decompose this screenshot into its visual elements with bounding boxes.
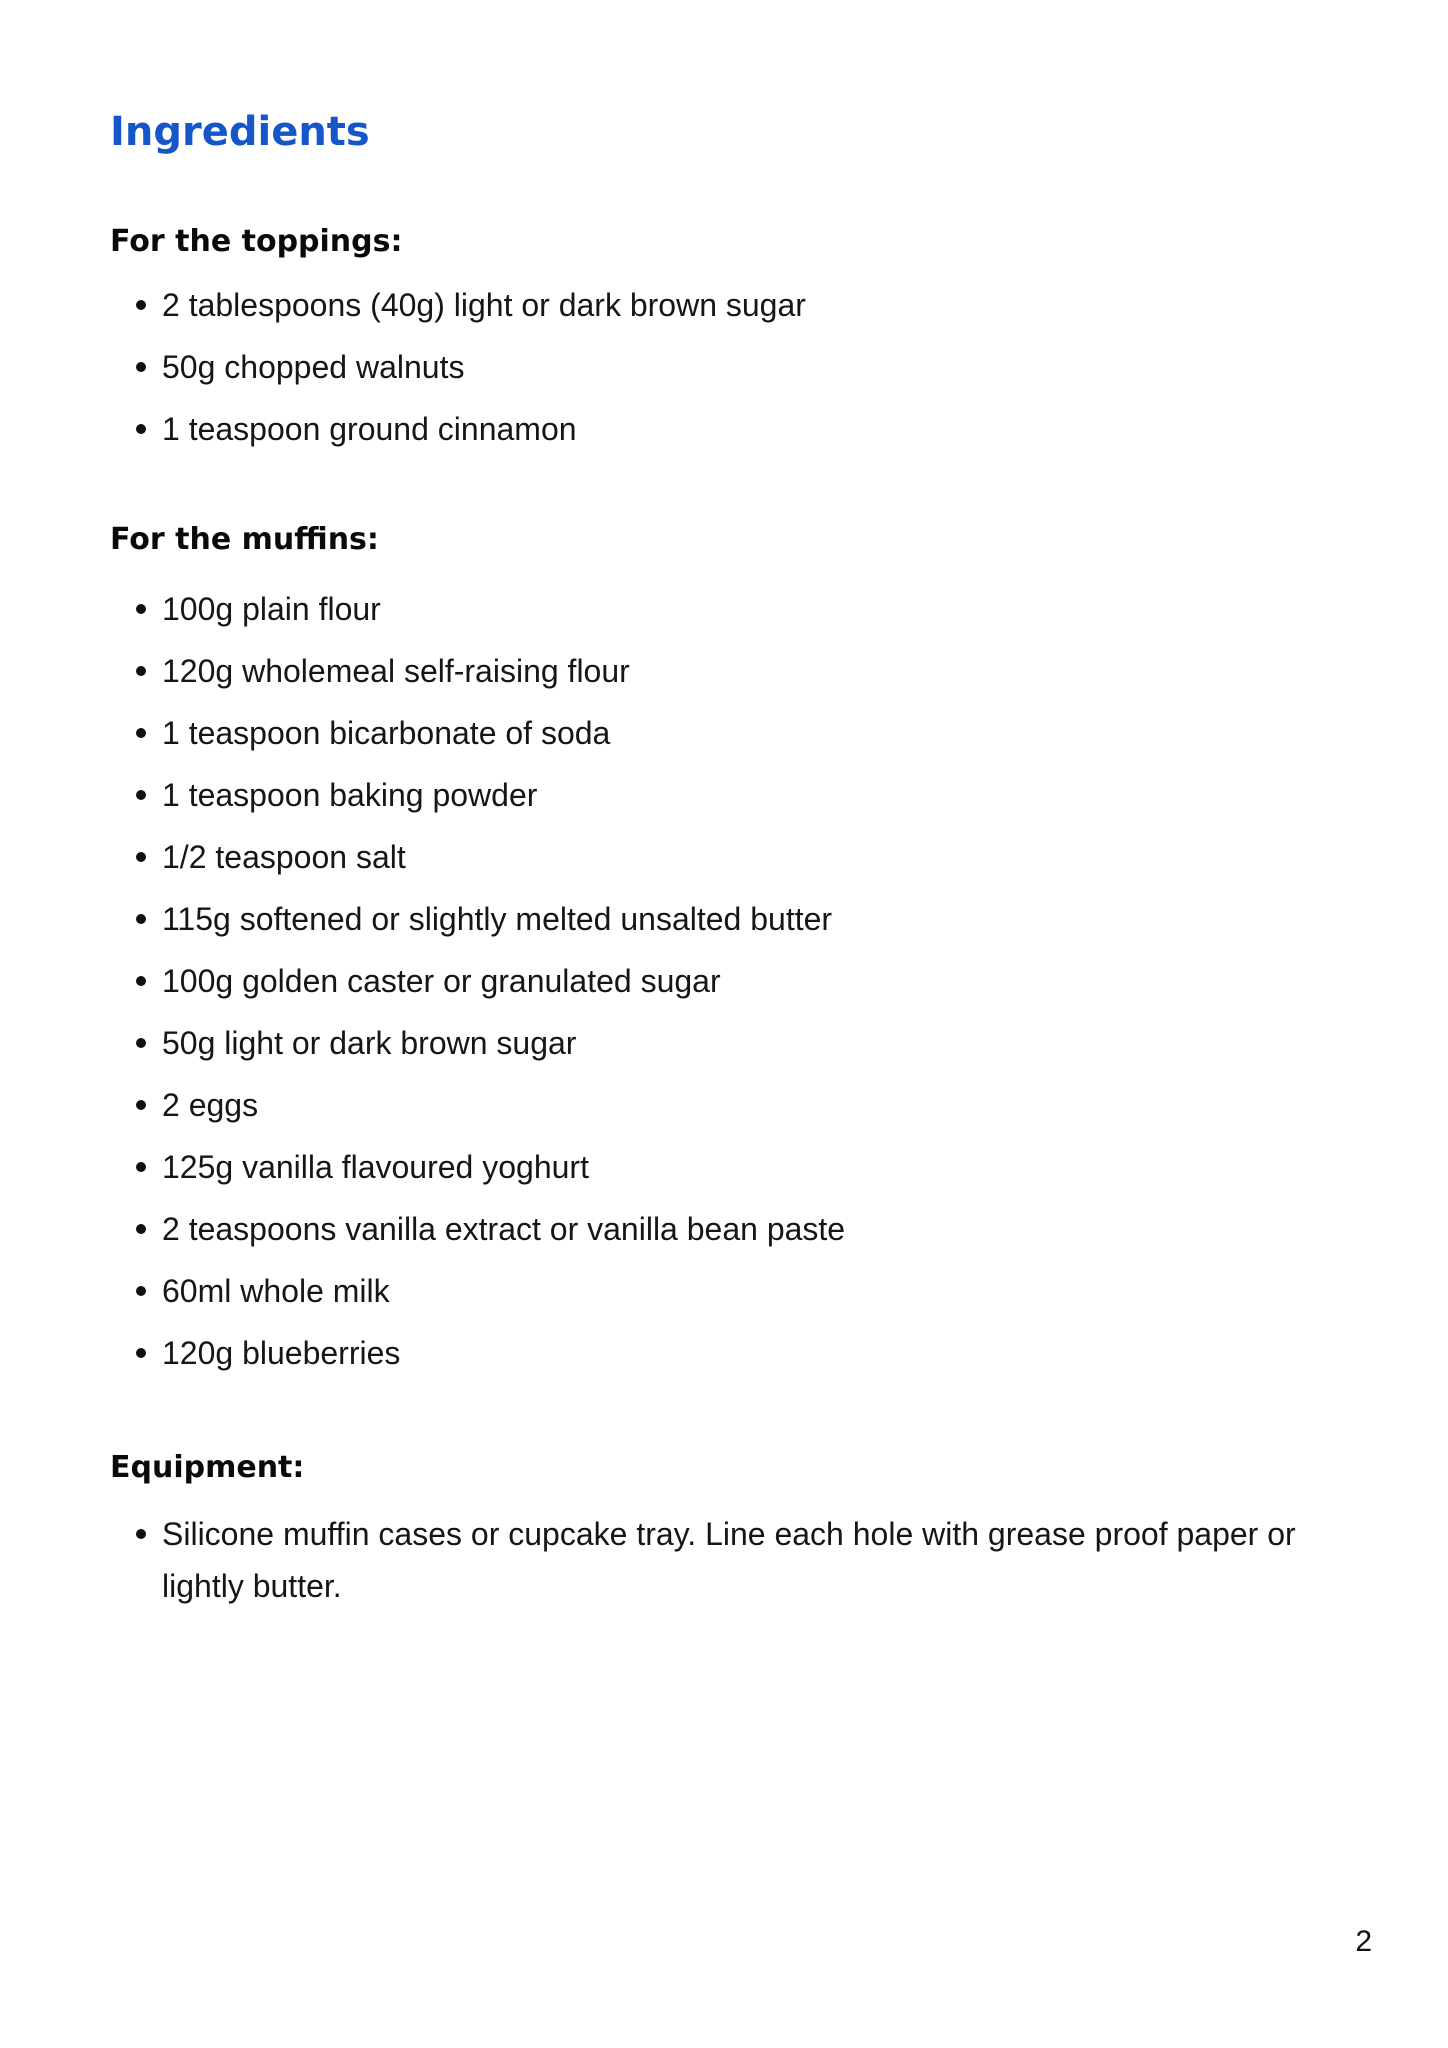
list-item-text: 60ml whole milk (162, 1273, 390, 1309)
bullet-icon (136, 604, 146, 614)
section-heading: For the toppings: (110, 224, 403, 259)
list-item (110, 826, 1350, 888)
equipment-list (110, 1508, 1350, 1612)
list-item-text: 120g blueberries (162, 1335, 401, 1371)
list-item-text: 125g vanilla flavoured yoghurt (162, 1149, 589, 1185)
muffins-list (110, 578, 1350, 1384)
page-number: 2 (1355, 1925, 1372, 1958)
list-item (110, 274, 1350, 336)
list-item (110, 702, 1350, 764)
bullet-icon (136, 1529, 146, 1539)
list-item-text: 1/2 teaspoon salt (162, 839, 406, 875)
list-item-text: 100g golden caster or granulated sugar (162, 963, 721, 999)
list-item (110, 1322, 1350, 1384)
bullet-icon (136, 852, 146, 862)
bullet-icon (136, 300, 146, 310)
list-item-text: 1 teaspoon ground cinnamon (162, 411, 577, 447)
list-item (110, 1012, 1350, 1074)
bullet-icon (136, 424, 146, 434)
list-item-text: 2 teaspoons vanilla extract or vanilla bean paste (162, 1211, 846, 1247)
list-item (110, 578, 1350, 640)
bullet-icon (136, 976, 146, 986)
list-item (110, 1260, 1350, 1322)
list-item-text: 2 eggs (162, 1087, 259, 1123)
section-heading: For the muffins: (110, 522, 379, 557)
page-title: Ingredients (110, 109, 370, 155)
section-heading: Equipment: (110, 1450, 305, 1485)
list-item-text: 1 teaspoon baking powder (162, 777, 538, 813)
bullet-icon (136, 362, 146, 372)
list-item (110, 764, 1350, 826)
list-item (110, 950, 1350, 1012)
toppings-section (110, 222, 1350, 460)
list-item (110, 1198, 1350, 1260)
list-item (110, 1508, 1302, 1612)
list-item (110, 336, 1350, 398)
bullet-icon (136, 1286, 146, 1296)
list-item-text: 120g wholemeal self-raising flour (162, 653, 630, 689)
list-item-text: 1 teaspoon bicarbonate of soda (162, 715, 611, 751)
list-item-text: 115g softened or slightly melted unsalted butter (162, 901, 833, 937)
list-item (110, 888, 1350, 950)
list-item (110, 1136, 1350, 1198)
list-item-text: Silicone muffin cases or cupcake tray. Line each hole with grease proof paper or lightly butter. (162, 1516, 1296, 1604)
list-item-text: 100g plain flour (162, 591, 381, 627)
list-item-text: 50g chopped walnuts (162, 349, 465, 385)
list-item (110, 1074, 1350, 1136)
bullet-icon (136, 1038, 146, 1048)
bullet-icon (136, 1162, 146, 1172)
bullet-icon (136, 666, 146, 676)
list-item (110, 398, 1350, 460)
equipment-section (110, 1448, 1350, 1612)
bullet-icon (136, 1348, 146, 1358)
bullet-icon (136, 790, 146, 800)
list-item (110, 640, 1350, 702)
toppings-list (110, 274, 1350, 460)
bullet-icon (136, 728, 146, 738)
list-item-text: 2 tablespoons (40g) light or dark brown sugar (162, 287, 806, 323)
muffins-section (110, 520, 1350, 1384)
bullet-icon (136, 1100, 146, 1110)
bullet-icon (136, 1224, 146, 1234)
list-item-text: 50g light or dark brown sugar (162, 1025, 577, 1061)
bullet-icon (136, 914, 146, 924)
